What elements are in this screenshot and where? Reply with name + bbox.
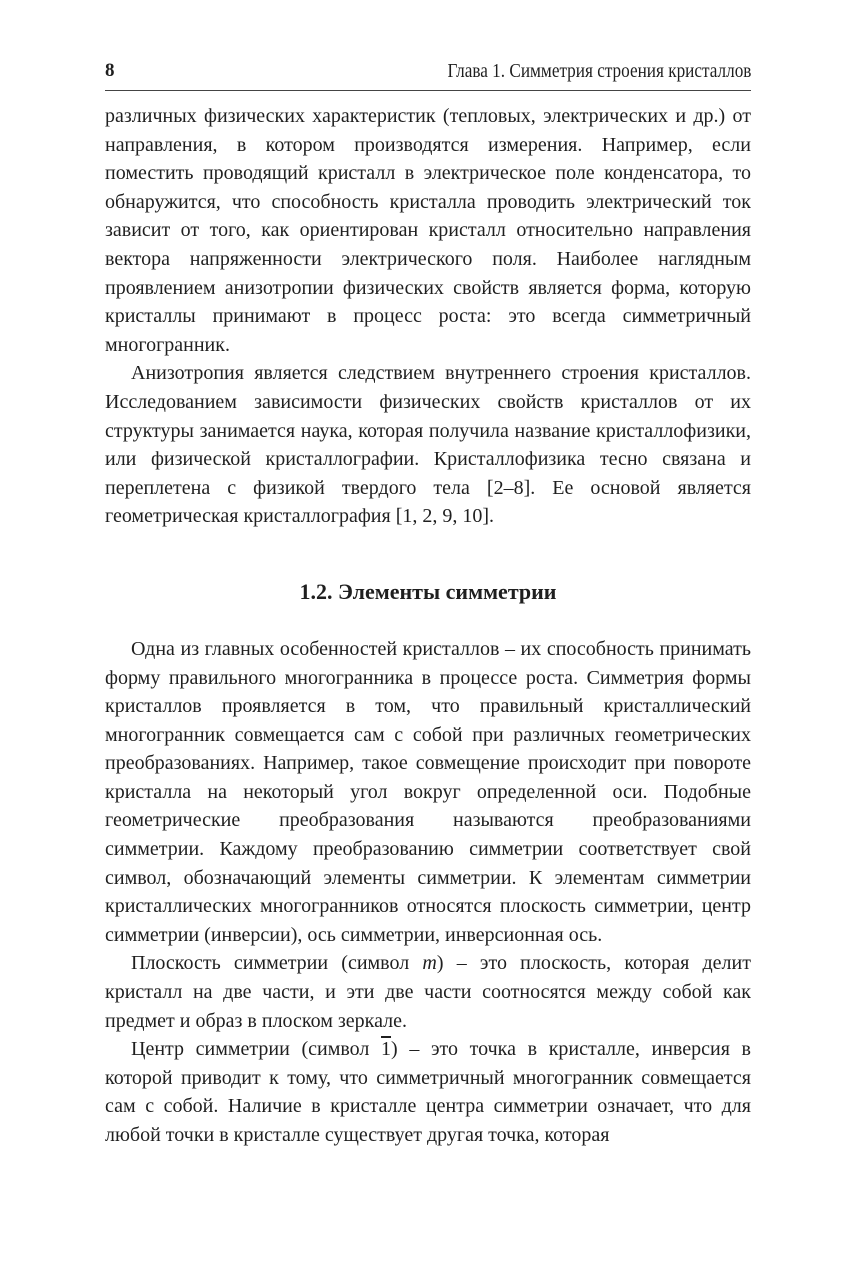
paragraph-symmetry-center [105,1035,751,1149]
paragraph-symmetry-plane [105,949,751,1035]
symmetry-center-text-after: ) – это точка в кристалле, инверсия в которой приводит к тому, что симметричный многогранник совмещается сам с собой. Наличие в кристалле центра симметрии означает, что для любой точки в кристалле существует другая точка, которая [105,1038,751,1146]
symmetry-center-text-before: Центр симметрии (символ [131,1038,382,1061]
chapter-title: Глава 1. Симметрия строения кристаллов [447,60,751,82]
running-head [105,58,751,90]
symmetry-plane-text-before: Плоскость симметрии (символ [131,952,423,975]
body-text [105,102,751,1150]
section-heading: 1.2. Элементы симметрии [299,578,557,604]
symmetry-center-symbol: 1 [381,1038,392,1061]
header-rule [105,90,751,91]
symmetry-plane-symbol: m [422,952,437,975]
symmetry-plane-text-after: ) – это плоскость, которая делит кристалл на две части, и эти две части соотносятся между собой как предмет и образ в плоском зеркале. [105,952,751,1032]
paragraph-symmetry-elements: Одна из главных особенностей кристаллов – их способность принимать форму правильного многогранника в процессе роста. Симметрия формы кристаллов проявляется в том, что правильный кристаллический многогранник совмещается сам с собой при различных геометрических преобразованиях. Например, такое совмещение происходит при повороте кристалла на некоторый угол вокруг определенной оси. Подобные геометрические преобразования называются преобразованиями симметрии. Каждому преобразованию симметрии соответствует свой символ, обозначающий элементы симметрии. К элементам симметрии кристаллических многогранников относятся плоскость симметрии, центр симметрии (инверсии), ось симметрии, инверсионная ось. [105,637,751,946]
paragraph-anisotropy-continued: различных физических характеристик (тепловых, электрических и др.) от направления, в котором производятся измерения. Например, если поместить проводящий кристалл в электрическое поле конденсатора, то обнаружится, что способность кристалла проводить электрический ток зависит от того, как ориентирован кристалл относительно направления вектора напряженности электрического поля. Наиболее наглядным проявлением анизотропии физических свойств является форма, которую кристаллы принимают в процесс роста: это всегда симметричный многогранник. [105,105,751,356]
paragraph-anisotropy-origin: Анизотропия является следствием внутреннего строения кристаллов. Исследованием зависимости физических свойств кристаллов от их структуры занимается наука, которая получила название кристаллофизики, или физической кристаллографии. Кристаллофизика тесно связана и переплетена с физикой твердого тела [2–8]. Ее основой является геометрическая кристаллография [1, 2, 9, 10]. [105,362,751,528]
page-number: 8 [105,60,115,81]
